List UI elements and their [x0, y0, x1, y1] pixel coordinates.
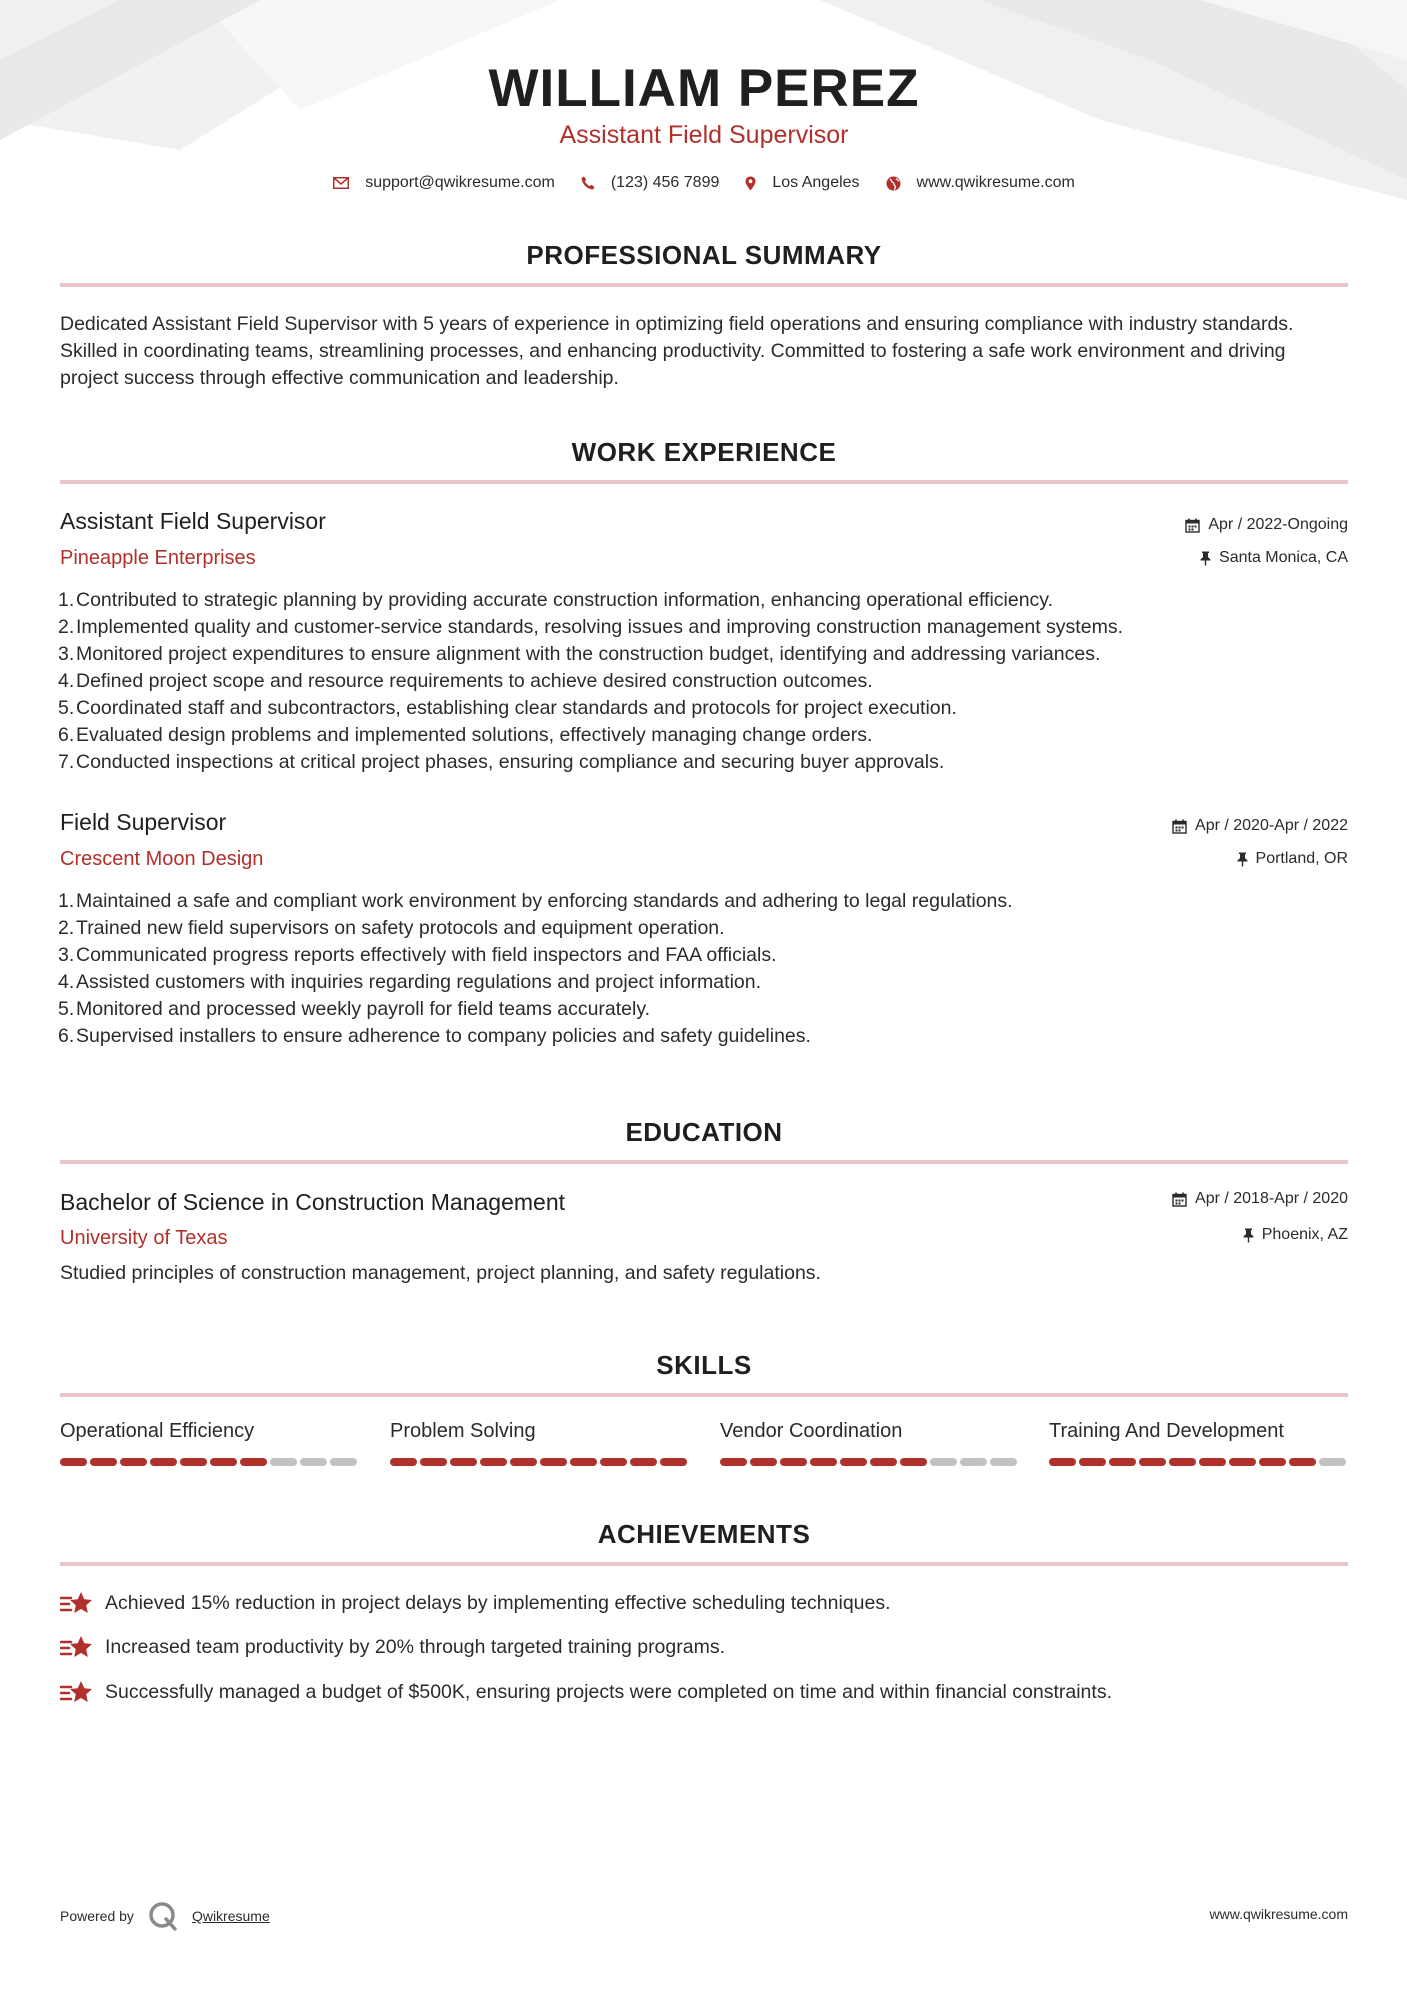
skill-segment-filled: [1289, 1458, 1316, 1466]
skill-segment-filled: [900, 1458, 927, 1466]
skill-segment-filled: [810, 1458, 837, 1466]
globe-icon: [886, 176, 901, 191]
skill-segment-filled: [1169, 1458, 1196, 1466]
calendar-icon: [1172, 1192, 1187, 1207]
skill-segment-filled: [450, 1458, 477, 1466]
contact-location-text: Los Angeles: [772, 174, 860, 191]
achievements-divider: [60, 1562, 1348, 1566]
skill-segment-empty: [330, 1458, 357, 1466]
footer-branding: [60, 1901, 270, 1931]
education-description: Studied principles of construction management, project planning, and safety regulations.: [60, 1262, 821, 1284]
education-heading: EDUCATION: [625, 1117, 783, 1147]
skill-level-bar: [390, 1458, 690, 1466]
skill-segment-filled: [1109, 1458, 1136, 1466]
contact-website[interactable]: [886, 174, 1075, 192]
contact-phone[interactable]: [581, 174, 720, 192]
education-dates: [1172, 1190, 1348, 1208]
job-location: [1200, 549, 1348, 567]
list-item: 7.Conducted inspections at critical project phases, ensuring compliance and securing buyer approvals.: [58, 751, 945, 773]
achievement-text: Successfully managed a budget of $500K, ensuring projects were completed on time and within financial constraints.: [105, 1680, 1112, 1703]
skill-label: Problem Solving: [390, 1420, 536, 1442]
skill-segment-filled: [870, 1458, 897, 1466]
skill-item: [720, 1420, 1020, 1466]
skill-segment-filled: [90, 1458, 117, 1466]
skill-segment-empty: [990, 1458, 1017, 1466]
pushpin-icon: [1200, 551, 1211, 566]
skill-segment-filled: [480, 1458, 507, 1466]
phone-icon: [581, 176, 595, 190]
calendar-icon: [1172, 819, 1187, 834]
skill-segment-filled: [660, 1458, 687, 1466]
map-pin-icon: [745, 176, 756, 191]
skill-item: [1049, 1420, 1349, 1466]
skill-segment-filled: [1139, 1458, 1166, 1466]
skill-segment-filled: [570, 1458, 597, 1466]
skill-segment-filled: [630, 1458, 657, 1466]
skill-segment-filled: [1229, 1458, 1256, 1466]
job-title: Assistant Field Supervisor: [60, 508, 326, 534]
job-bullet-list: [60, 587, 1348, 776]
job-location-text: Santa Monica, CA: [1219, 549, 1348, 566]
degree-title: Bachelor of Science in Construction Management: [60, 1189, 566, 1215]
summary-heading: PROFESSIONAL SUMMARY: [526, 240, 882, 270]
list-item: 4.Defined project scope and resource requirements to achieve desired construction outcomes.: [58, 670, 873, 692]
skill-segment-filled: [150, 1458, 177, 1466]
skill-segment-filled: [510, 1458, 537, 1466]
pushpin-icon: [1237, 852, 1248, 867]
skill-segment-filled: [600, 1458, 627, 1466]
qwikresume-logo-icon: [148, 1901, 178, 1931]
envelope-icon: [333, 177, 349, 189]
experience-heading: WORK EXPERIENCE: [571, 437, 837, 467]
list-item: 1.Maintained a safe and compliant work environment by enforcing standards and adhering to legal regulations.: [58, 890, 1013, 912]
list-item: 3.Communicated progress reports effectively with field inspectors and FAA officials.: [58, 944, 777, 966]
contact-bar: [60, 174, 1348, 192]
pushpin-icon: [1243, 1228, 1254, 1243]
job-company: Crescent Moon Design: [60, 848, 264, 870]
skill-item: [60, 1420, 360, 1466]
skill-segment-empty: [300, 1458, 327, 1466]
job-dates-text: Apr / 2020-Apr / 2022: [1195, 817, 1348, 834]
contact-email-text: support@qwikresume.com: [365, 174, 555, 191]
list-item: 3.Monitored project expenditures to ensure alignment with the construction budget, identifying and addressing variances.: [58, 643, 1101, 665]
skill-label: Training And Development: [1049, 1420, 1284, 1442]
skill-level-bar: [60, 1458, 360, 1466]
skill-segment-filled: [1049, 1458, 1076, 1466]
list-item: 6.Evaluated design problems and implemented solutions, effectively managing change orders.: [58, 724, 873, 746]
achievement-item: [60, 1590, 891, 1616]
contact-website-text: www.qwikresume.com: [916, 174, 1075, 191]
calendar-icon: [1185, 518, 1200, 533]
education-location: [1243, 1226, 1348, 1244]
shooting-star-icon: [60, 1634, 93, 1660]
job-company: Pineapple Enterprises: [60, 547, 256, 569]
experience-divider: [60, 480, 1348, 484]
skill-segment-filled: [540, 1458, 567, 1466]
skill-label: Operational Efficiency: [60, 1420, 255, 1442]
skill-segment-filled: [120, 1458, 147, 1466]
job-title: Field Supervisor: [60, 809, 227, 835]
skill-segment-empty: [270, 1458, 297, 1466]
skill-segment-filled: [1079, 1458, 1106, 1466]
contact-phone-text: (123) 456 7899: [610, 174, 720, 191]
job-bullet-list: [60, 888, 1348, 1050]
skill-segment-filled: [750, 1458, 777, 1466]
contact-location: [745, 174, 859, 192]
education-divider: [60, 1160, 1348, 1164]
list-item: 5.Coordinated staff and subcontractors, establishing clear standards and protocols for project execution.: [58, 697, 957, 719]
achievement-text: Achieved 15% reduction in project delays by implementing effective scheduling techniques.: [105, 1591, 891, 1614]
achievement-item: [60, 1679, 1112, 1705]
list-item: 4.Assisted customers with inquiries regarding regulations and project information.: [58, 971, 762, 993]
school-name: University of Texas: [60, 1227, 228, 1249]
job-dates: [1185, 516, 1348, 534]
list-item: 2.Implemented quality and customer-service standards, resolving issues and improving construction management systems.: [58, 616, 1123, 638]
job-dates: [1172, 817, 1348, 835]
skill-segment-filled: [390, 1458, 417, 1466]
list-item: 1.Contributed to strategic planning by providing accurate construction information, enhancing operational efficiency.: [58, 589, 1054, 611]
list-item: 5.Monitored and processed weekly payroll for field teams accurately.: [58, 998, 651, 1020]
skill-segment-filled: [210, 1458, 237, 1466]
skill-segment-empty: [960, 1458, 987, 1466]
skill-segment-filled: [720, 1458, 747, 1466]
shooting-star-icon: [60, 1590, 93, 1616]
skill-segment-filled: [240, 1458, 267, 1466]
skill-segment-filled: [1259, 1458, 1286, 1466]
summary-divider: [60, 283, 1348, 287]
skill-segment-empty: [1319, 1458, 1346, 1466]
skill-segment-filled: [60, 1458, 87, 1466]
list-item: 6.Supervised installers to ensure adherence to company policies and safety guidelines.: [58, 1025, 811, 1047]
achievements-heading: ACHIEVEMENTS: [597, 1519, 811, 1549]
shooting-star-icon: [60, 1679, 93, 1705]
education-dates-text: Apr / 2018-Apr / 2020: [1195, 1190, 1348, 1207]
achievement-item: [60, 1634, 725, 1660]
candidate-title: Assistant Field Supervisor: [559, 121, 849, 149]
skill-label: Vendor Coordination: [720, 1420, 903, 1442]
skill-segment-filled: [780, 1458, 807, 1466]
job-dates-text: Apr / 2022-Ongoing: [1208, 516, 1348, 533]
skill-item: [390, 1420, 690, 1466]
achievement-text: Increased team productivity by 20% through targeted training programs.: [105, 1635, 726, 1658]
skill-level-bar: [1049, 1458, 1349, 1466]
skill-level-bar: [720, 1458, 1020, 1466]
skills-heading: SKILLS: [656, 1350, 752, 1380]
skill-segment-filled: [420, 1458, 447, 1466]
skill-segment-filled: [1199, 1458, 1226, 1466]
skills-divider: [60, 1393, 1348, 1397]
candidate-name: WILLIAM PEREZ: [488, 59, 920, 118]
skill-segment-filled: [180, 1458, 207, 1466]
qwikresume-link[interactable]: Qwikresume: [191, 1908, 270, 1924]
skill-segment-filled: [840, 1458, 867, 1466]
footer-website-link[interactable]: www.qwikresume.com: [1209, 1906, 1348, 1922]
powered-by-label: Powered by: [60, 1908, 134, 1924]
skill-segment-empty: [930, 1458, 957, 1466]
education-location-text: Phoenix, AZ: [1261, 1226, 1348, 1243]
list-item: 2.Trained new field supervisors on safety protocols and equipment operation.: [58, 917, 725, 939]
job-location: [1237, 850, 1348, 868]
job-location-text: Portland, OR: [1255, 850, 1348, 867]
summary-text: Dedicated Assistant Field Supervisor with 5 years of experience in optimizing field operations and ensuring compliance with industry standards. Skilled in coordinating teams, streamlining processes, and enhancing productivity. Committed to fostering a safe work environment and driving project success through effective communication and leadership.: [60, 313, 1294, 389]
contact-email[interactable]: [333, 174, 555, 192]
